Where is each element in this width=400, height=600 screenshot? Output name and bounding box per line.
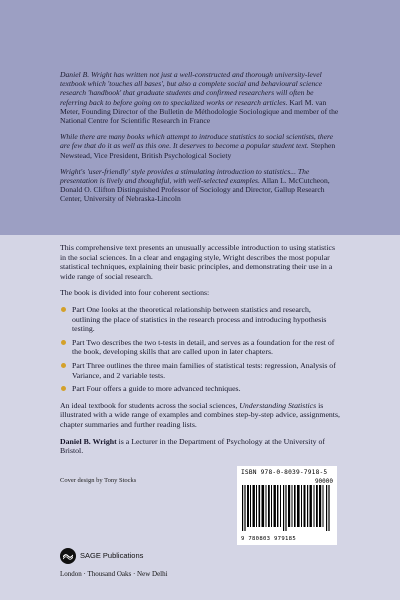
section-list bbox=[60, 305, 340, 394]
author-bio-text: is a Lecturer in the Department of Psychology at the University of Bristol. bbox=[60, 436, 325, 456]
intro-paragraph: This comprehensive text presents an unusually accessible introduction to using statistics in the social sciences. In a clear and engaging style, Wright describes the most popular statistical techniques, explaining their basic principles, and demonstrating their use in a wide range of social research. bbox=[60, 243, 336, 281]
list-item-text: Part Two describes the two t-tests in detail, and serves as a foundation for the rest of the book, developing skills that are called upon in later chapters. bbox=[72, 337, 335, 357]
list-item bbox=[60, 305, 340, 334]
wave-icon bbox=[63, 552, 73, 560]
list-item-text: Part One looks at the theoretical relationship between statistics and research, outlining the place of statistics in the research process and introducing hypothesis testing. bbox=[72, 304, 327, 334]
bullet-dot-icon bbox=[61, 386, 66, 391]
review-3 bbox=[60, 167, 340, 204]
review-quote: Wright's 'user-friendly' style provides a stimulating introduction to statistics... The presentation is lively and thoughtful, with well-selected examples. bbox=[60, 166, 310, 186]
list-item bbox=[60, 338, 340, 357]
barcode-number: 9 780803 979185 bbox=[241, 536, 297, 542]
review-attribution: Allan L. McCutcheon, Donald O. Clifton Distinguished Professor of Sociology and Director, Gallup Research Center, University of Nebraska-Lincoln bbox=[60, 176, 330, 204]
list-item-text: Part Four offers a guide to more advanced techniques. bbox=[72, 384, 241, 394]
review-attribution: Karl M. van Meter, Founding Director of the Bulletin de Méthodologie Sociologique and member of the National Centre for Scientific Research in France bbox=[60, 97, 339, 126]
bullet-dot-icon bbox=[61, 340, 66, 345]
bullet-dot-icon bbox=[61, 363, 66, 368]
cover-design-credit: Cover design by Tony Stocks bbox=[60, 477, 137, 484]
description-panel bbox=[0, 235, 400, 600]
list-item bbox=[60, 384, 340, 394]
author-bio bbox=[60, 437, 340, 456]
isbn-label: ISBN 978-0-8039-7918-5 bbox=[241, 469, 328, 476]
barcode-bars bbox=[242, 485, 332, 531]
author-name: Daniel B. Wright bbox=[60, 436, 117, 446]
review-quote: Daniel B. Wright has written not just a well-constructed and thorough university-level textbook which 'touches all bases', but also a complete social and behavioural science research 'handbook' that graduate students and confirmed researchers will often be referring back to before going on to specialized works or research articles. bbox=[60, 70, 323, 107]
sections-lead: The book is divided into four coherent sections: bbox=[60, 288, 210, 298]
review-2 bbox=[60, 132, 340, 160]
closing-paragraph bbox=[60, 401, 340, 430]
price-code: 90000 bbox=[314, 478, 333, 485]
book-title: Understanding Statistics bbox=[239, 400, 317, 410]
list-item bbox=[60, 361, 340, 380]
publisher-cities: London · Thousand Oaks · New Delhi bbox=[60, 570, 168, 578]
review-1 bbox=[60, 70, 340, 125]
sage-logo-icon bbox=[60, 548, 76, 564]
list-item-text: Part Three outlines the three main families of statistical tests: regression, Analysis of Variance, and 2 variable tests. bbox=[72, 360, 336, 380]
bullet-dot-icon bbox=[61, 307, 66, 312]
review-panel bbox=[0, 0, 400, 235]
review-attribution: Stephen Newstead, Vice President, British Psychological Society bbox=[60, 141, 336, 160]
closing-text: An ideal textbook for students across the social sciences, bbox=[60, 400, 240, 410]
review-quote: While there are many books which attempt to introduce statistics to social scientists, there are few that do it as well as this one. It deserves to become a popular student text. bbox=[60, 132, 334, 151]
publisher-name: SAGE Publications bbox=[80, 551, 144, 560]
isbn-barcode bbox=[237, 466, 337, 545]
closing-text-end: is illustrated with a wide range of examples and combines step-by-step advice, assignments, chapter summaries and further reading lists. bbox=[60, 400, 340, 429]
